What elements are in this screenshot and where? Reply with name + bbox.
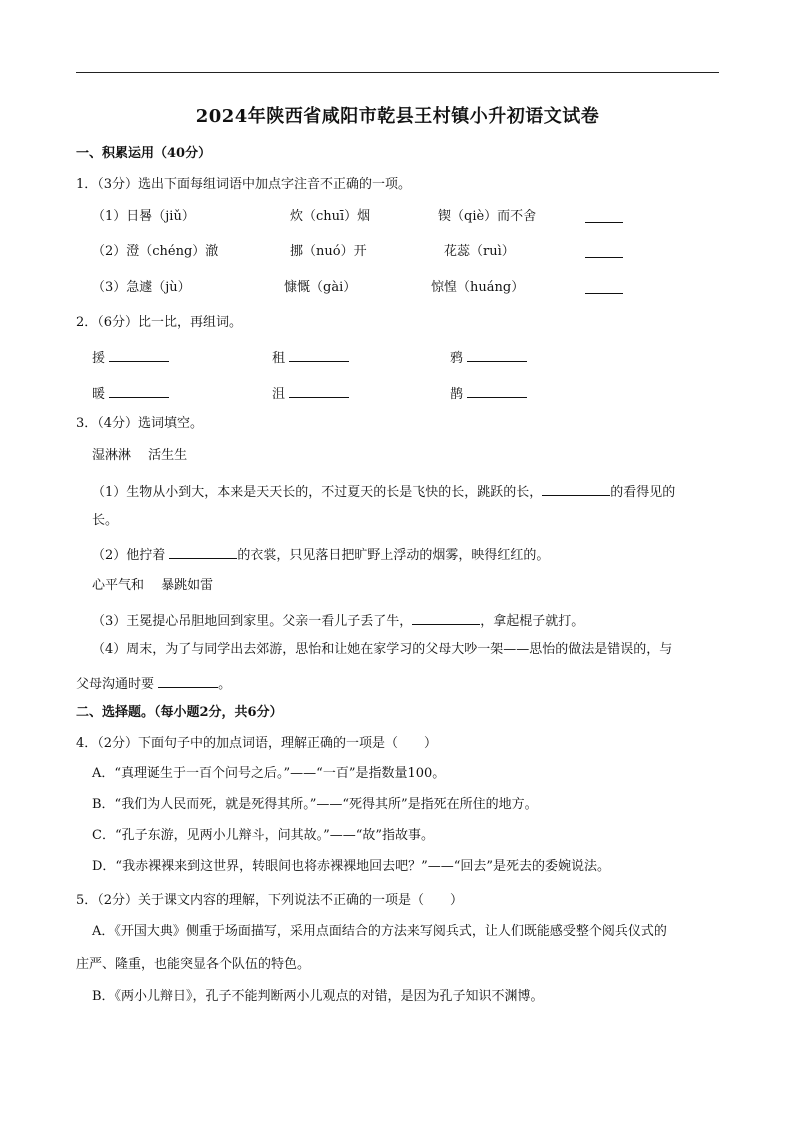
q3-s4-text-c: 。 <box>218 677 232 692</box>
q2-char: 鸦 <box>450 351 464 366</box>
q5-option-a-line1[interactable]: A．《开国大典》侧重于场面描写，采用点面结合的方法来写阅兵式，让人们既能感受整个阅兵仪式的 <box>92 924 667 939</box>
q1-r3-c1: （3）急遽（jù） <box>92 280 191 295</box>
q3-s4-blank[interactable] <box>158 673 218 688</box>
q3-stem: 3．（4分）选词填空。 <box>76 416 204 431</box>
q2-char: 沮 <box>272 387 286 402</box>
q4-option-d[interactable]: D．“我赤裸裸来到这世界，转眼间也将赤裸裸地回去吧？”——“回去”是死去的委婉说法。 <box>92 859 611 874</box>
q4-option-b[interactable]: B．“我们为人民而死，就是死得其所。”——“死得其所”是指死在所住的地方。 <box>92 797 538 812</box>
q3-s1-line1 <box>92 481 675 502</box>
q5-option-a-line2[interactable]: 庄严、隆重，也能突显各个队伍的特色。 <box>76 957 311 972</box>
q2-item-5 <box>272 383 349 404</box>
q3-s1-blank[interactable] <box>542 481 610 496</box>
section1-heading: 一、积累运用（40分） <box>76 146 212 161</box>
q3-s1-line2: 长。 <box>92 513 119 528</box>
q2-blank[interactable] <box>467 347 527 362</box>
q3-s4-line1: （4）周末，为了与同学出去郊游，思怡和让她在家学习的父母大吵一架——思怡的做法是错误的，与 <box>92 642 673 657</box>
q1-r1-c3: 锲（qiè）而不舍 <box>438 209 537 224</box>
q1-r1-c1: （1）日晷（jiǔ） <box>92 209 195 224</box>
q1-r1-blank[interactable] <box>585 208 623 229</box>
q3-s2 <box>92 544 549 565</box>
q2-char: 暖 <box>92 387 106 402</box>
q1-r2-blank[interactable] <box>585 243 623 264</box>
q2-char: 租 <box>272 351 286 366</box>
q1-r2-c3: 花蕊（ruì） <box>444 244 515 259</box>
q3-word-options-2: 心平气和 暴跳如雷 <box>92 578 214 593</box>
q1-r3-c2: 慷慨（gài） <box>284 280 357 295</box>
q1-stem: 1．（3分）选出下面每组词语中加点字注音不正确的一项。 <box>76 177 412 192</box>
q1-r1-c2: 炊（chuī）烟 <box>290 209 371 224</box>
q2-item-6 <box>450 383 527 404</box>
q5-option-b[interactable]: B．《两小儿辩日》，孔子不能判断两小儿观点的对错，是因为孔子知识不渊博。 <box>92 989 544 1004</box>
q2-blank[interactable] <box>289 347 349 362</box>
q3-s3-text-b: ，拿起棍子就打。 <box>480 614 585 629</box>
q4-stem: 4．（2分）下面句子中的加点词语，理解正确的一项是（ ） <box>76 736 438 751</box>
q3-s3-blank[interactable] <box>412 610 480 625</box>
page-title: 2024年陕西省咸阳市乾县王村镇小升初语文试卷 <box>195 106 600 127</box>
q2-item-4 <box>92 383 169 404</box>
q1-r2-c2: 挪（nuó）开 <box>290 244 367 259</box>
header-rule <box>76 72 719 73</box>
q3-s1-text-b: 的看得见的 <box>610 485 676 500</box>
q3-s2-blank[interactable] <box>169 544 237 559</box>
q2-blank[interactable] <box>109 383 169 398</box>
q2-blank[interactable] <box>467 383 527 398</box>
q1-r2-c1: （2）澄（chéng）澈 <box>92 244 219 259</box>
q3-s4-line2 <box>76 673 231 694</box>
section2-heading: 二、选择题。（每小题2分，共6分） <box>76 705 283 720</box>
q2-char: 援 <box>92 351 106 366</box>
q5-stem: 5．（2分）关于课文内容的理解，下列说法不正确的一项是（ ） <box>76 893 464 908</box>
q3-s1-text-a: （1）生物从小到大，本来是天天长的，不过夏天的长是飞快的长，跳跃的长， <box>92 485 543 500</box>
q3-s2-text-b: 的衣裳，只见落日把旷野上浮动的烟雾，映得红红的。 <box>237 548 550 563</box>
q2-item-1 <box>92 347 169 368</box>
q2-item-2 <box>272 347 349 368</box>
q4-option-c[interactable]: C．“孔子东游，见两小儿辩斗，问其故。”——“故”指故事。 <box>92 828 435 843</box>
q3-s2-text-a: （2）他拧着 <box>92 548 170 563</box>
q3-s3-text-a: （3）王冕提心吊胆地回到家里。父亲一看儿子丢了牛， <box>92 614 413 629</box>
q1-r3-c3: 惊惶（huáng） <box>431 280 525 295</box>
q2-blank[interactable] <box>109 347 169 362</box>
q4-option-a[interactable]: A．“真理诞生于一百个问号之后。”——“一百”是指数量100。 <box>92 766 446 781</box>
q1-r3-blank[interactable] <box>585 279 623 300</box>
q3-s4-text-b: 父母沟通时要 <box>76 677 159 692</box>
q3-word-options-1: 湿淋淋 活生生 <box>92 448 188 463</box>
q2-item-3 <box>450 347 527 368</box>
q2-blank[interactable] <box>289 383 349 398</box>
q3-s3 <box>92 610 584 631</box>
q2-stem: 2．（6分）比一比，再组词。 <box>76 315 243 330</box>
q2-char: 鹊 <box>450 387 464 402</box>
